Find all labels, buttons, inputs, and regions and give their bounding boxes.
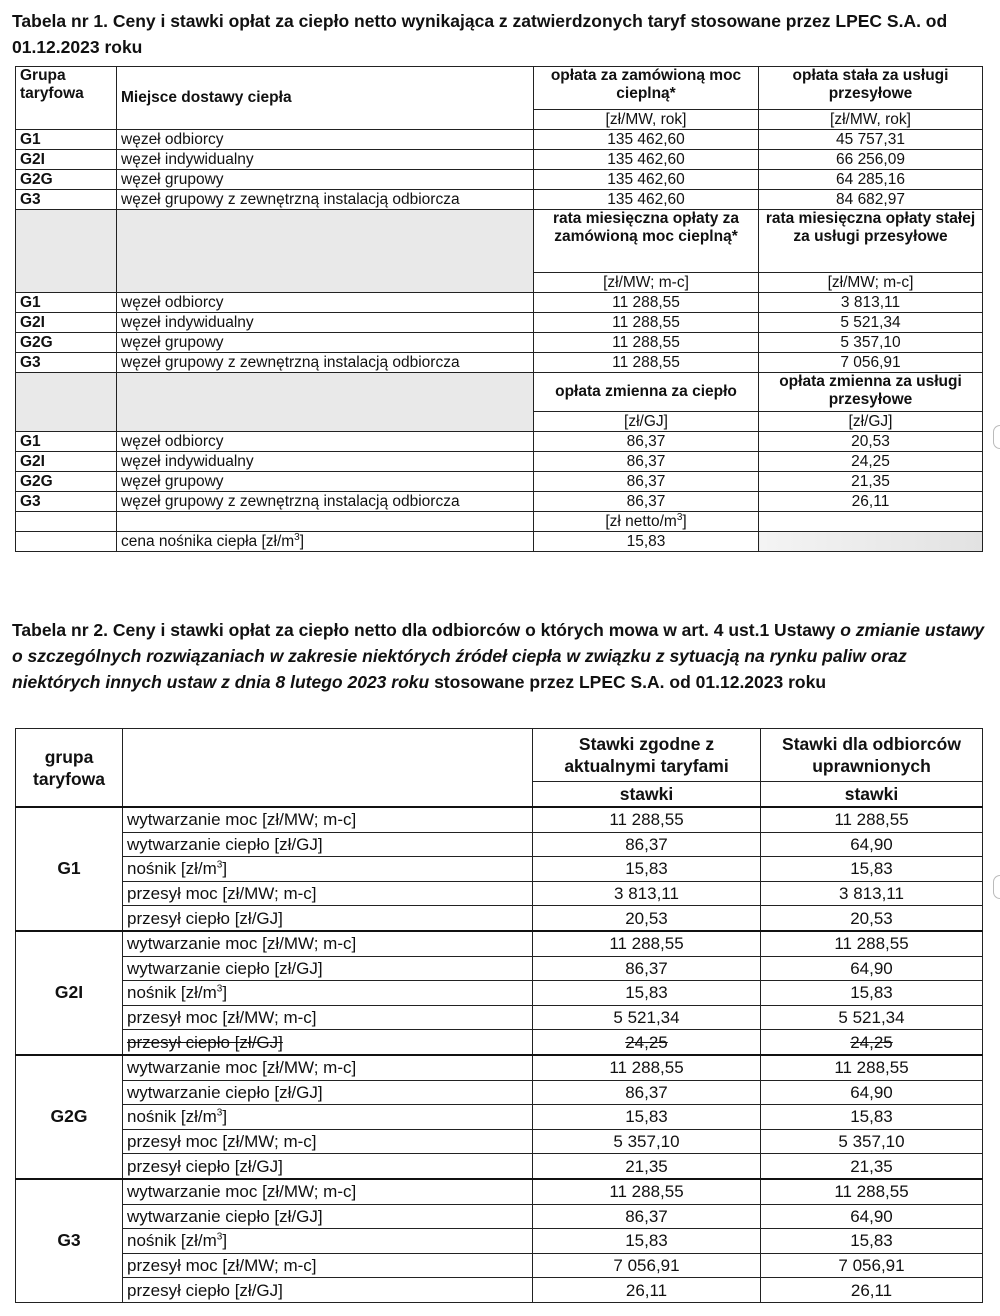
value-cell: 135 462,60 [534,130,759,150]
value-cell: 15,83 [761,857,983,882]
place-cell: węzeł grupowy z zewnętrzną instalacją odbiorcza [117,492,534,512]
group-cell: G3 [16,190,117,210]
table1-section3 [16,432,983,512]
value-cell: 11 288,55 [534,293,759,313]
value-cell: 86,37 [533,832,761,857]
tariff-table-1 [15,66,983,552]
table1-title: Tabela nr 1. Ceny i stawki opłat za ciepło netto wynikająca z zatwierdzonych taryf stosowane przez LPEC S.A. od 01.12.2023 roku [12,11,948,57]
group-cell: G2G [16,170,117,190]
table-row [16,1105,983,1130]
carrier-unit: [zł netto/$m^3$] [534,512,759,532]
value-cell: 11 288,55 [761,807,983,832]
header-place: Miejsce dostawy ciepła [117,67,534,130]
group-cell: G2G [16,1055,123,1179]
table-row [16,1030,983,1055]
rate-label: przesył ciepło [zł/GJ] [123,906,533,931]
table-row [16,1154,983,1179]
value-cell: 3 813,11 [759,293,983,313]
rate-label: przesył moc [zł/MW; m-c] [123,881,533,906]
header2-empty-group [16,210,117,293]
unit-col1: [zł/MW, rok] [534,110,759,130]
table-row [16,1204,983,1229]
t2-header-col2: Stawki dla odbiorców uprawnionych [761,729,983,782]
table1-section1 [16,130,983,210]
table-row [16,472,983,492]
rate-label: wytwarzanie ciepło [zł/GJ] [123,956,533,981]
value-cell: 15,83 [533,981,761,1006]
t2-sub2: stawki [761,781,983,807]
value-cell: 135 462,60 [534,170,759,190]
value-cell: 7 056,91 [533,1253,761,1278]
table2-title: Tabela nr 2. Ceny i stawki opłat za ciepło netto dla odbiorców o których mowa w art. 4 ust.1 Ustawy o zmianie ustawy o szczególnych rozwiązaniach w zakresie niektórych źródeł ciepła w związku z sytuacją na rynku paliw oraz niektórych innych ustaw z dnia 8 lutego 2023 roku stosowane przez LPEC S.A. od 01.12.2023 roku [12,620,985,692]
table-row [16,190,983,210]
table2-body [16,807,983,1302]
value-cell: 15,83 [533,857,761,882]
table-row [16,807,983,832]
value-cell: 26,11 [759,492,983,512]
group-cell: G1 [16,432,117,452]
value-cell: 135 462,60 [534,190,759,210]
value-cell: 11 288,55 [534,333,759,353]
group-cell: G3 [16,492,117,512]
table-row [16,956,983,981]
value-cell: 64,90 [761,1204,983,1229]
table1-section2 [16,293,983,373]
table-row [16,857,983,882]
group-cell: G2G [16,333,117,353]
value-cell: 7 056,91 [759,353,983,373]
header-col2: opłata stała za usługi przesyłowe [759,67,983,110]
group-cell: G3 [16,1179,123,1302]
group-cell: G2G [16,472,117,492]
rate-label: wytwarzanie moc [zł/MW; m-c] [123,931,533,956]
value-cell: 86,37 [533,1080,761,1105]
rate-label: przesył moc [zł/MW; m-c] [123,1129,533,1154]
t2-header-group: grupa taryfowa [16,729,123,808]
rate-label: wytwarzanie moc [zł/MW; m-c] [123,1055,533,1080]
value-cell: 15,83 [761,1229,983,1254]
table-row [16,1129,983,1154]
value-cell: 5 521,34 [759,313,983,333]
table-row [16,931,983,956]
value-cell: 64 285,16 [759,170,983,190]
value-cell: 3 813,11 [533,881,761,906]
table2-header-row [16,729,983,782]
value-cell: 86,37 [534,452,759,472]
value-cell: 21,35 [533,1154,761,1179]
value-cell: 15,83 [533,1229,761,1254]
rate-label: wytwarzanie ciepło [zł/GJ] [123,1080,533,1105]
rate-label: przesył moc [zł/MW; m-c] [123,1253,533,1278]
table-row [16,1253,983,1278]
value-cell: 11 288,55 [761,1055,983,1080]
table-row [16,1005,983,1030]
value-cell: 84 682,97 [759,190,983,210]
value-cell: 15,83 [761,981,983,1006]
group-cell: G3 [16,353,117,373]
value-cell: 11 288,55 [761,1179,983,1204]
rate-label: nośnik $[zł/m^3]$ [123,1105,533,1130]
rate-label: przesył ciepło [zł/GJ] [123,1030,533,1055]
value-cell: 86,37 [534,432,759,452]
place-cell: węzeł grupowy [117,333,534,353]
header-col1: opłata za zamówioną moc cieplną* [534,67,759,110]
table-row [16,1278,983,1303]
value-cell: 11 288,55 [533,1055,761,1080]
table1-header3-row [16,373,983,412]
value-cell: 64,90 [761,1080,983,1105]
group-cell: G2I [16,931,123,1055]
group-cell: G2I [16,452,117,472]
table-row [16,313,983,333]
value-cell: 20,53 [759,432,983,452]
header2-col1: rata miesięczna opłaty za zamówioną moc cieplną* [534,210,759,273]
value-cell: 21,35 [761,1154,983,1179]
rate-label: przesył ciepło [zł/GJ] [123,1278,533,1303]
table1-header-row [16,67,983,110]
table-row [16,1179,983,1204]
carrier-unit-row [16,512,983,532]
value-cell: 5 521,34 [761,1005,983,1030]
value-cell: 86,37 [533,1204,761,1229]
value-cell: 86,37 [534,492,759,512]
value-cell: 5 521,34 [533,1005,761,1030]
rate-label: nośnik $[zł/m^3]$ [123,857,533,882]
table-row [16,492,983,512]
value-cell: 26,11 [533,1278,761,1303]
unit3-col2: [zł/GJ] [759,412,983,432]
group-cell: G1 [16,293,117,313]
table-row [16,170,983,190]
header3-col1: opłata zmienna za ciepło [534,373,759,412]
margin-mark [993,875,1000,899]
value-cell: 24,25 [761,1030,983,1055]
table-row [16,432,983,452]
table-row [16,881,983,906]
table-row [16,906,983,931]
place-cell: węzeł indywidualny [117,150,534,170]
place-cell: węzeł grupowy [117,170,534,190]
value-cell: 11 288,55 [533,931,761,956]
value-cell: 7 056,91 [761,1253,983,1278]
rate-label: wytwarzanie ciepło [zł/GJ] [123,1204,533,1229]
unit2-col1: [zł/MW; m-c] [534,273,759,293]
rate-label: przesył ciepło [zł/GJ] [123,1154,533,1179]
value-cell: 11 288,55 [533,1179,761,1204]
place-cell: węzeł grupowy z zewnętrzną instalacją odbiorcza [117,190,534,210]
value-cell: 11 288,55 [534,313,759,333]
value-cell: 24,25 [533,1030,761,1055]
value-cell: 5 357,10 [761,1129,983,1154]
unit-col2: [zł/MW, rok] [759,110,983,130]
t2-header-col1: Stawki zgodne z aktualnymi taryfami [533,729,761,782]
rate-label: wytwarzanie ciepło [zł/GJ] [123,832,533,857]
value-cell: 45 757,31 [759,130,983,150]
table-row [16,832,983,857]
table-row [16,1229,983,1254]
rate-label: wytwarzanie moc [zł/MW; m-c] [123,807,533,832]
table-row [16,130,983,150]
header-group: Grupa taryfowa [16,67,117,130]
header3-empty-place [117,373,534,432]
place-cell: węzeł grupowy [117,472,534,492]
place-cell: węzeł odbiorcy [117,432,534,452]
place-cell: węzeł odbiorcy [117,293,534,313]
value-cell: 11 288,55 [761,931,983,956]
value-cell: 24,25 [759,452,983,472]
place-cell: węzeł odbiorcy [117,130,534,150]
value-cell: 26,11 [761,1278,983,1303]
header2-col2: rata miesięczna opłaty stałej za usługi przesyłowe [759,210,983,273]
value-cell: 86,37 [534,472,759,492]
value-cell: 15,83 [533,1105,761,1130]
carrier-label: cena nośnika ciepła $[zł/m^3]$ [117,532,534,552]
table-row [16,353,983,373]
value-cell: 21,35 [759,472,983,492]
unit2-col2: [zł/MW; m-c] [759,273,983,293]
value-cell: 20,53 [533,906,761,931]
group-cell: G2I [16,313,117,333]
group-cell: G1 [16,130,117,150]
table-row [16,1055,983,1080]
margin-mark [993,425,1000,449]
rate-label: nośnik $[zł/m^3]$ [123,981,533,1006]
value-cell: 5 357,10 [533,1129,761,1154]
header3-empty-group [16,373,117,432]
header3-col2: opłata zmienna za usługi przesyłowe [759,373,983,412]
table-row [16,333,983,353]
carrier-value: 15,83 [534,532,759,552]
group-cell: G1 [16,807,123,931]
value-cell: 86,37 [533,956,761,981]
place-cell: węzeł grupowy z zewnętrzną instalacją odbiorcza [117,353,534,373]
header2-empty-place [117,210,534,293]
value-cell: 20,53 [761,906,983,931]
value-cell: 11 288,55 [534,353,759,373]
value-cell: 15,83 [761,1105,983,1130]
rate-label: przesył moc [zł/MW; m-c] [123,1005,533,1030]
value-cell: 64,90 [761,956,983,981]
value-cell: 5 357,10 [759,333,983,353]
tariff-table-2 [15,728,983,1303]
place-cell: węzeł indywidualny [117,313,534,333]
value-cell: 11 288,55 [533,807,761,832]
place-cell: węzeł indywidualny [117,452,534,472]
table-row [16,1080,983,1105]
value-cell: 3 813,11 [761,881,983,906]
table1-header2-row [16,210,983,273]
unit3-col1: [zł/GJ] [534,412,759,432]
rate-label: nośnik $[zł/m^3]$ [123,1229,533,1254]
rate-label: wytwarzanie moc [zł/MW; m-c] [123,1179,533,1204]
table-row [16,293,983,313]
t2-sub1: stawki [533,781,761,807]
value-cell: 66 256,09 [759,150,983,170]
group-cell: G2I [16,150,117,170]
table-row [16,452,983,472]
table-row [16,981,983,1006]
value-cell: 64,90 [761,832,983,857]
value-cell: 135 462,60 [534,150,759,170]
carrier-price-row [16,532,983,552]
table-row [16,150,983,170]
